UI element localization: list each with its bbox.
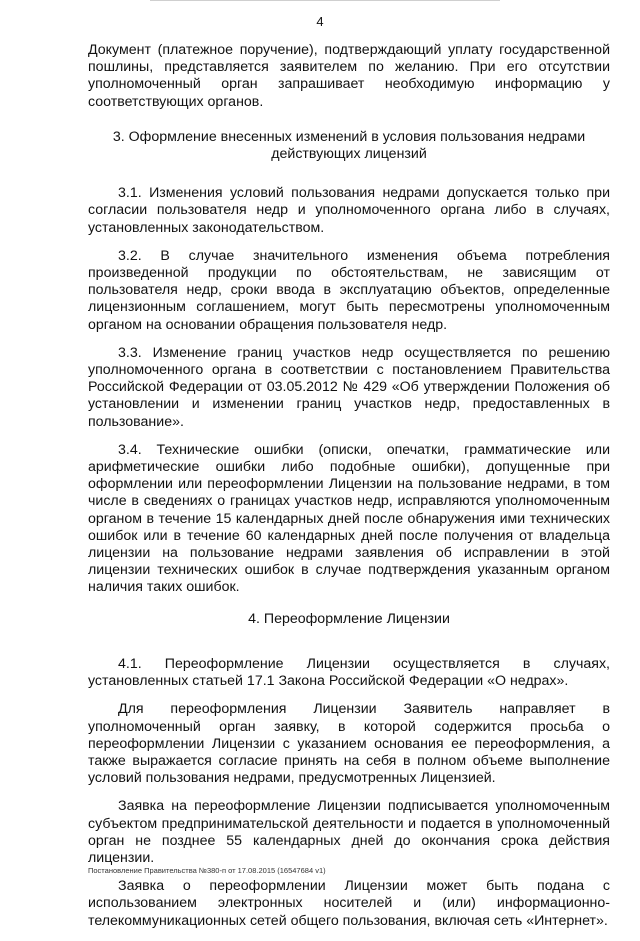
paragraph-4-4: Заявка о переоформлении Лицензии может быть подана с использованием электронных носителей и (или) информационно-телекоммуникационных сетей общего пользования, включая сеть «Интернет». bbox=[88, 878, 610, 929]
paragraph-3-2: 3.2. В случае значительного изменения объема потребления произведенной продукции по обстоятельствам, не зависящим от пользователя недр, сроки ввода в эксплуатацию объектов, определенные лицензионным соглашением, могут быть пересмотрены уполномоченным органом на основании обращения пользователя недр. bbox=[88, 247, 610, 333]
paragraph-3-3: 3.3. Изменение границ участков недр осуществляется по решению уполномоченного органа в соответствии с постановлением Правительства Российской Федерации от 03.05.2012 № 429 «Об утверждении Положения об установлении и изменении границ участков недр, предоставленных в пользование». bbox=[88, 344, 610, 430]
paragraph-3-1: 3.1. Изменения условий пользования недрами допускается только при согласии пользователя недр и уполномоченного органа либо в случаях, установленных законодательством. bbox=[88, 185, 610, 236]
paragraph-3-4: 3.4. Технические ошибки (описки, опечатки, грамматические или арифметические ошибки либо подобные ошибки), допущенные при оформлении или переоформлении Лицензии на пользование недрами, в том числе в сведениях о границах участков недр, исправляются уполномоченным органом в течение 15 календарных дней после обнаружения ими технических ошибок или в течение 60 календарных дней после получения от владельца лицензии на пользование недрами заявления об исправлении в этой лицензии технических ошибок в случае подтверждения указанным органом наличия таких ошибок. bbox=[88, 441, 610, 596]
top-border-line bbox=[150, 0, 500, 1]
document-footer: Постановление Правительства №380-п от 17.08.2015 (16547684 v1) bbox=[88, 866, 326, 875]
document-body bbox=[88, 42, 610, 941]
section-heading-3: 3. Оформление внесенных изменений в условия пользования недрами действующих лицензий bbox=[112, 128, 586, 163]
paragraph-4-3: Заявка на переоформление Лицензии подписывается уполномоченным субъектом предпринимательской деятельности и подается в уполномоченный орган не позднее 55 календарных дней до окончания срока действия лицензии. bbox=[88, 798, 610, 866]
paragraph-intro: Документ (платежное поручение), подтверждающий уплату государственной пошлины, представляется заявителем по желанию. При его отсутствии уполномоченный орган запрашивает необходимую информацию у соответствующих органов. bbox=[88, 42, 610, 110]
section-heading-4: 4. Переоформление Лицензии bbox=[248, 610, 450, 627]
page-number: 4 bbox=[316, 14, 324, 29]
paragraph-4-1: 4.1. Переоформление Лицензии осуществляется в случаях, установленных статьей 17.1 Закона Российской Федерации «О недрах». bbox=[88, 655, 610, 690]
paragraph-4-2: Для переоформления Лицензии Заявитель направляет в уполномоченный орган заявку, в которой содержится просьба о переоформлении Лицензии с указанием основания ее переоформления, а также выражается согласие принять на себя в полном объеме выполнение условий пользования недрами, предусмотренных Лицензией. bbox=[88, 701, 610, 787]
